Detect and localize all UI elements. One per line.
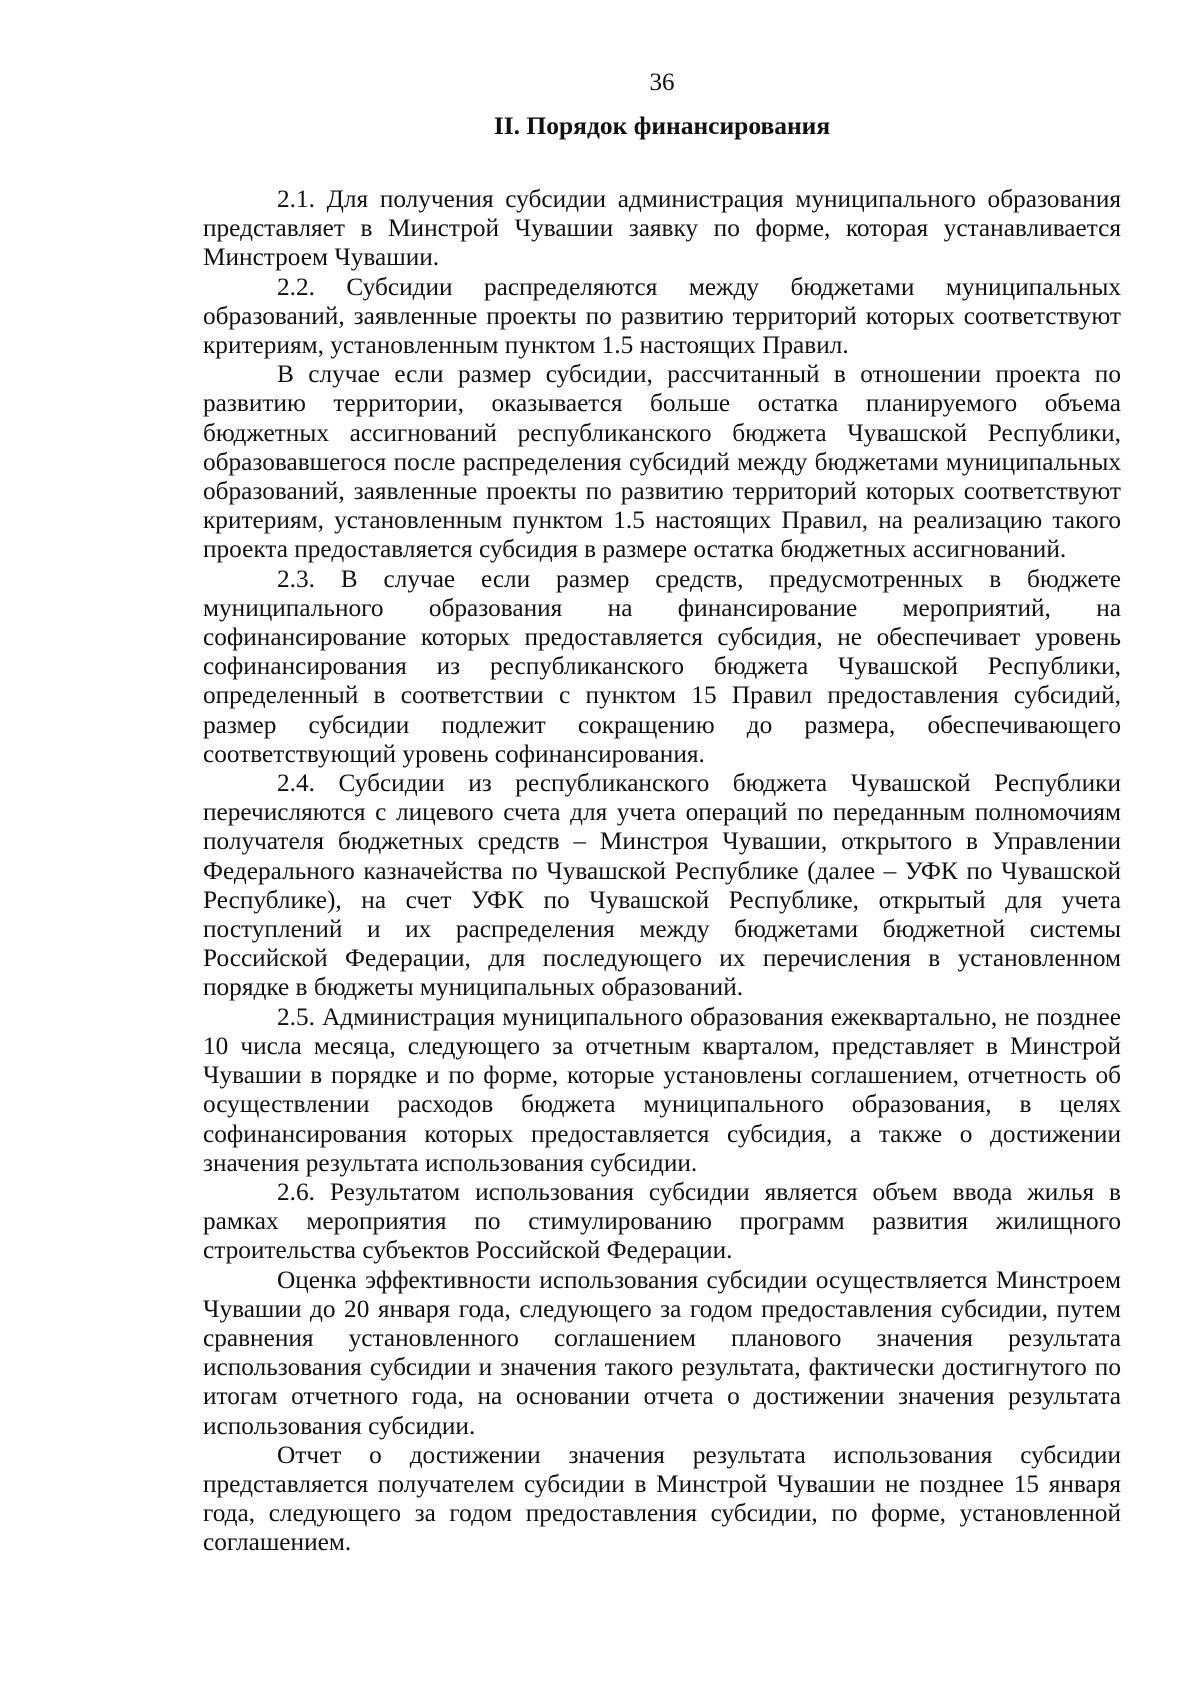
- document-page: [203, 0, 1121, 1558]
- page-number: 36: [649, 69, 675, 96]
- paragraph-2-5: 2.5. Администрация муниципального образования ежеквартально, не позднее 10 числа месяца, следующего за отчетным кварталом, представляет в Минстрой Чувашии в порядке и по форме, которые установлены соглашением, отчетность об осуществлении расходов бюджета муниципального образования, в целях софинансирования которых предоставляется субсидия, а также о достижении значения результата использования субсидии.: [203, 1002, 1121, 1177]
- paragraph-2-6-evaluation: Оценка эффективности использования субсидии осуществляется Минстроем Чувашии до 20 января года, следующего за годом предоставления субсидии, путем сравнения установленного соглашением планового значения результата использования субсидии и значения такого результата, фактически достигнутого по итогам отчетного года, на основании отчета о достижении значения результата использования субсидии.: [203, 1265, 1121, 1440]
- paragraph-2-6-report: Отчет о достижении значения результата использования субсидии представляется получателем субсидии в Минстрой Чувашии не позднее 15 января года, следующего за годом предоставления субсидии, по форме, установленной соглашением.: [203, 1440, 1121, 1557]
- paragraph-2-6: 2.6. Результатом использования субсидии является объем ввода жилья в рамках мероприятия по стимулированию программ развития жилищного строительства субъектов Российской Федерации.: [203, 1177, 1121, 1265]
- paragraph-2-3: 2.3. В случае если размер средств, предусмотренных в бюджете муниципального образования на финансирование мероприятий, на софинансирование которых предоставляется субсидия, не обеспечивает уровень софинансирования из республиканского бюджета Чувашской Республики, определенный в соответствии с пунктом 15 Правил предоставления субсидий, размер субсидии подлежит сокращению до размера, обеспечивающего соответствующий уровень софинансирования.: [203, 564, 1121, 768]
- document-body: [203, 185, 1121, 1558]
- paragraph-2-4: 2.4. Субсидии из республиканского бюджета Чувашской Республики перечисляются с лицевого счета для учета операций по переданным полномочиям получателя бюджетных средств – Минстроя Чувашии, открытого в Управлении Федерального казначейства по Чувашской Республике (далее – УФК по Чувашской Республике), на счет УФК по Чувашской Республике, открытый для учета поступлений и их распределения между бюджетами бюджетной системы Российской Федерации, для последующего их перечисления в установленном порядке в бюджеты муниципальных образований.: [203, 769, 1121, 1002]
- section-title: II. Порядок финансирования: [493, 111, 831, 140]
- paragraph-2-1: 2.1. Для получения субсидии администрация муниципального образования представляет в Минстрой Чувашии заявку по форме, которая устанавливается Минстроем Чувашии.: [203, 185, 1121, 272]
- paragraph-2-2: 2.2. Субсидии распределяются между бюджетами муниципальных образований, заявленные проекты по развитию территорий которых соответствуют критериям, установленным пунктом 1.5 настоящих Правил.: [203, 272, 1121, 360]
- paragraph-2-2-remainder: В случае если размер субсидии, рассчитанный в отношении проекта по развитию территории, оказывается больше остатка планируемого объема бюджетных ассигнований республиканского бюджета Чувашской Республики, образовавшегося после распределения субсидий между бюджетами муниципальных образований, заявленные проекты по развитию территорий которых соответствуют критериям, установленным пунктом 1.5 настоящих Правил, на реализацию такого проекта предоставляется субсидия в размере остатка бюджетных ассигнований.: [203, 360, 1121, 564]
